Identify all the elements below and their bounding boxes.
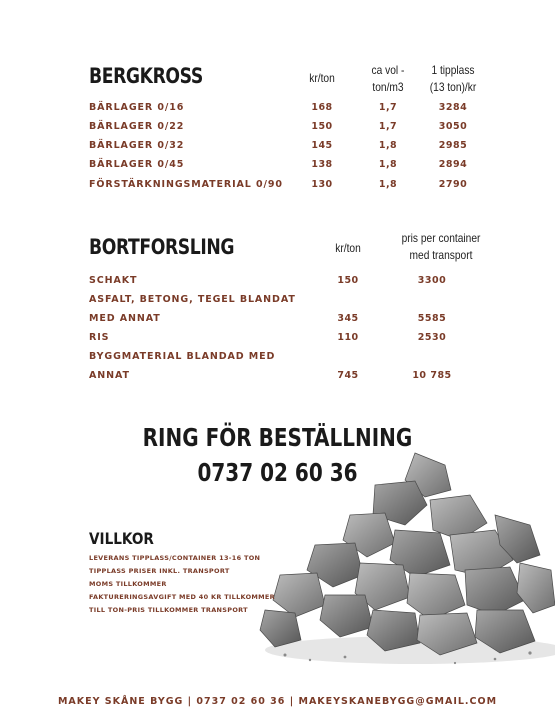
- footer-contact: MAKEY SKÅNE BYGG | 0737 02 60 36 | MAKEYSKANEBYGG@GMAIL.COM: [57, 696, 498, 707]
- villkor-item: TILL TON-PRIS TILLKOMMER TRANSPORT: [89, 606, 248, 614]
- bergkross-row-load: 3284: [438, 102, 468, 113]
- bortforsling-col-container: [394, 230, 488, 264]
- bergkross-row-price: 130: [311, 179, 333, 190]
- bergkross-col-load-line1: 1 tipplass: [431, 63, 475, 77]
- villkor-title: VILLKOR: [89, 529, 154, 548]
- bergkross-row-name: FÖRSTÄRKNINGSMATERIAL 0/90: [89, 179, 283, 190]
- bortforsling-col-container-line1: pris per container: [401, 231, 481, 245]
- bergkross-row-load: 3050: [438, 121, 468, 132]
- cta-heading: RING FÖR BESTÄLLNING: [142, 423, 413, 452]
- bergkross-row-vol: 1,8: [378, 140, 398, 151]
- villkor-item: MOMS TILLKOMMER: [89, 580, 167, 588]
- bergkross-row-price: 145: [311, 140, 333, 151]
- bortforsling-title: BORTFORSLING: [89, 235, 235, 259]
- bortforsling-row-name: ASFALT, BETONG, TEGEL BLANDAT: [89, 294, 296, 305]
- bortforsling-row-container: 5585: [417, 313, 447, 324]
- bortforsling-row-name: BYGGMATERIAL BLANDAD MED: [89, 351, 276, 362]
- bortforsling-row-price: 745: [337, 370, 359, 381]
- bergkross-col-price: kr/ton: [309, 71, 335, 85]
- bergkross-row-vol: 1,8: [378, 159, 398, 170]
- bortforsling-row-name: MED ANNAT: [89, 313, 161, 324]
- bortforsling-row-price: 110: [337, 332, 359, 343]
- bergkross-row-vol: 1,8: [378, 179, 398, 190]
- bergkross-row-price: 138: [311, 159, 333, 170]
- bergkross-row-name: BÄRLAGER 0/32: [89, 140, 185, 151]
- bergkross-row-load: 2894: [438, 159, 468, 170]
- bergkross-col-vol-line2: ton/m3: [372, 80, 404, 94]
- bergkross-col-vol: [363, 62, 414, 96]
- bergkross-row-load: 2790: [438, 179, 468, 190]
- bergkross-row-vol: 1,7: [378, 121, 398, 132]
- bortforsling-col-container-line2: med transport: [409, 248, 473, 262]
- bergkross-row-vol: 1,7: [378, 102, 398, 113]
- bergkross-row-price: 150: [311, 121, 333, 132]
- bortforsling-row-name: ANNAT: [89, 370, 130, 381]
- villkor-item: TIPPLASS PRISER INKL. TRANSPORT: [89, 567, 230, 575]
- bortforsling-row-price: 150: [337, 275, 359, 286]
- villkor-item: FAKTURERINGSAVGIFT MED 40 KR TILLKOMMER: [89, 593, 275, 601]
- bergkross-row-name: BÄRLAGER 0/45: [89, 159, 185, 170]
- bergkross-col-vol-line1: ca vol -: [371, 63, 405, 77]
- bergkross-row-name: BÄRLAGER 0/22: [89, 121, 185, 132]
- villkor-list: [89, 552, 275, 617]
- villkor-item: LEVERANS TIPPLASS/CONTAINER 13-16 TON: [89, 554, 261, 562]
- cta-phone[interactable]: 0737 02 60 36: [197, 458, 358, 487]
- bortforsling-row-name: RIS: [89, 332, 110, 343]
- bortforsling-row-container: 10 785: [412, 370, 452, 381]
- bergkross-title: BERGKROSS: [89, 64, 203, 88]
- bergkross-col-load-line2: (13 ton)/kr: [429, 80, 477, 94]
- bergkross-row-load: 2985: [438, 140, 468, 151]
- bortforsling-row-container: 2530: [417, 332, 447, 343]
- bortforsling-row-name: SCHAKT: [89, 275, 138, 286]
- bergkross-col-load: [423, 62, 483, 96]
- bortforsling-row-container: 3300: [417, 275, 447, 286]
- bortforsling-row-price: 345: [337, 313, 359, 324]
- bergkross-row-price: 168: [311, 102, 333, 113]
- bergkross-row-name: BÄRLAGER 0/16: [89, 102, 185, 113]
- bortforsling-col-price: kr/ton: [335, 241, 361, 255]
